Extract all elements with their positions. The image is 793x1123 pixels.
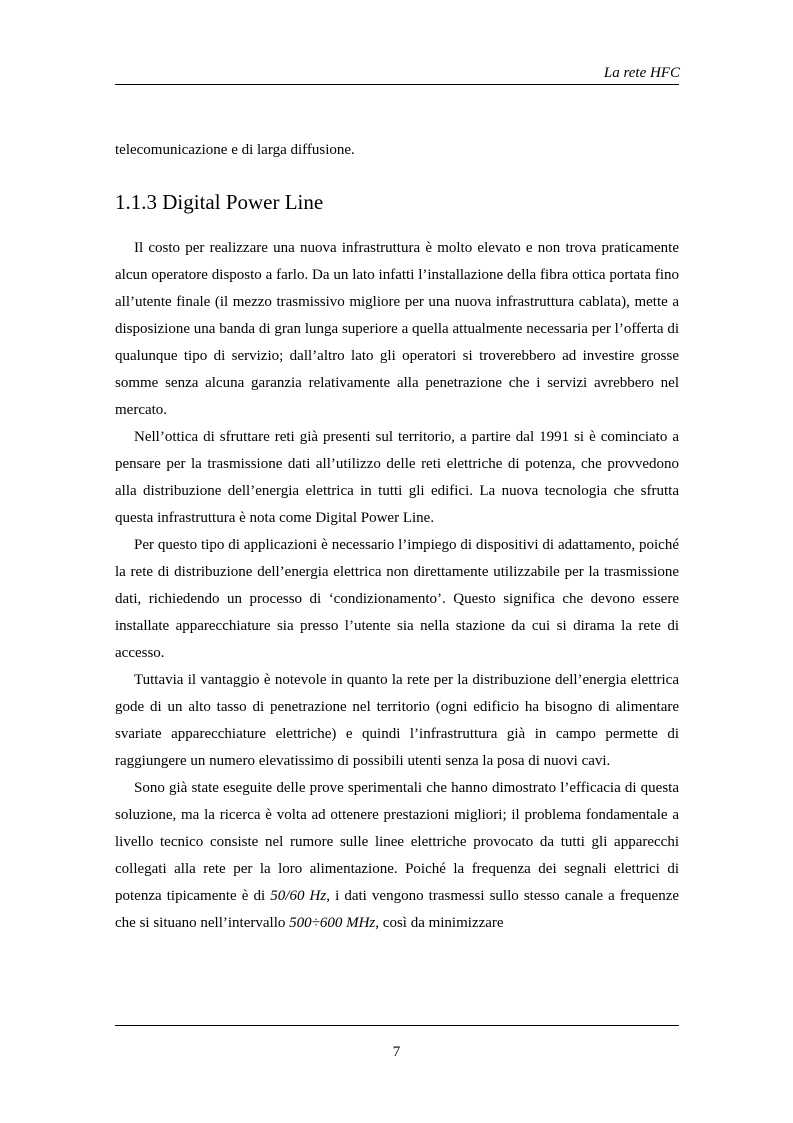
page-body	[115, 137, 679, 937]
running-header-title: La rete HFC	[603, 65, 680, 81]
paragraph-4: Tuttavia il vantaggio è notevole in quanto la rete per la distribuzione dell’energia elettrica gode di un alto tasso di penetrazione nel territorio (ogni edificio ha bisogno di alimentare svariate apparecchiature elettriche) e quindi l’infrastruttura già in campo permette di raggiungere un numero elevatissimo di possibili utenti senza la posa di nuovi cavi.	[115, 672, 679, 769]
paragraph-5	[115, 775, 679, 937]
page-number: 7	[392, 1044, 401, 1060]
data-frequency-range: 500÷600 MHz	[289, 915, 376, 931]
continuation-paragraph: telecomunicazione e di larga diffusione.	[115, 142, 355, 158]
power-frequency: 50/60 Hz	[270, 888, 327, 904]
paragraph-5-text-2: , i dati vengono trasmessi sullo stesso canale a frequenze che si situano nell’intervallo	[115, 888, 680, 931]
paragraph-1: Il costo per realizzare una nuova infrastruttura è molto elevato e non trova praticamente alcun operatore disposto a farlo. Da un lato infatti l’installazione della fibra ottica portata fino all’utente finale (il mezzo trasmissivo migliore per una nuova infrastruttura cablata), mette a disposizione una banda di gran lunga superiore a quella attualmente necessaria per l’offerta di qualunque tipo di servizio; dall’altro lato gli operatori si troverebbero ad investire grosse somme senza alcuna garanzia relativamente alla penetrazione che i servizi avrebbero nel mercato.	[115, 240, 679, 418]
header-rule	[115, 84, 679, 85]
paragraph-5-text-3: , così da minimizzare	[375, 915, 504, 931]
footer-rule	[115, 1025, 679, 1026]
section-heading: 1.1.3 Digital Power Line	[115, 190, 324, 214]
paragraph-3: Per questo tipo di applicazioni è necessario l’impiego di dispositivi di adattamento, poiché la rete di distribuzione dell’energia elettrica non direttamente utilizzabile per la trasmissione dati, richiedendo un processo di ‘condizionamento’. Questo significa che devono essere installate apparecchiature sia presso l’utente sia nella stazione da cui si dirama la rete di accesso.	[115, 537, 679, 661]
paragraph-5-text-1: Sono già state eseguite delle prove sperimentali che hanno dimostrato l’efficacia di questa soluzione, ma la ricerca è volta ad ottenere prestazioni migliori; il problema fondamentale a livello tecnico consiste nel rumore sulle linee elettriche provocato da tutti gli apparecchi collegati alla rete per la loro alimentazione. Poiché la frequenza dei segnali elettrici di potenza tipicamente è di	[115, 780, 679, 904]
paragraph-2: Nell’ottica di sfruttare reti già presenti sul territorio, a partire dal 1991 si è cominciato a pensare per la trasmissione dati all’utilizzo delle reti elettriche di potenza, che provvedono alla distribuzione dell’energia elettrica in tutti gli edifici. La nuova tecnologia che sfrutta questa infrastruttura è nota come Digital Power Line.	[115, 429, 679, 526]
